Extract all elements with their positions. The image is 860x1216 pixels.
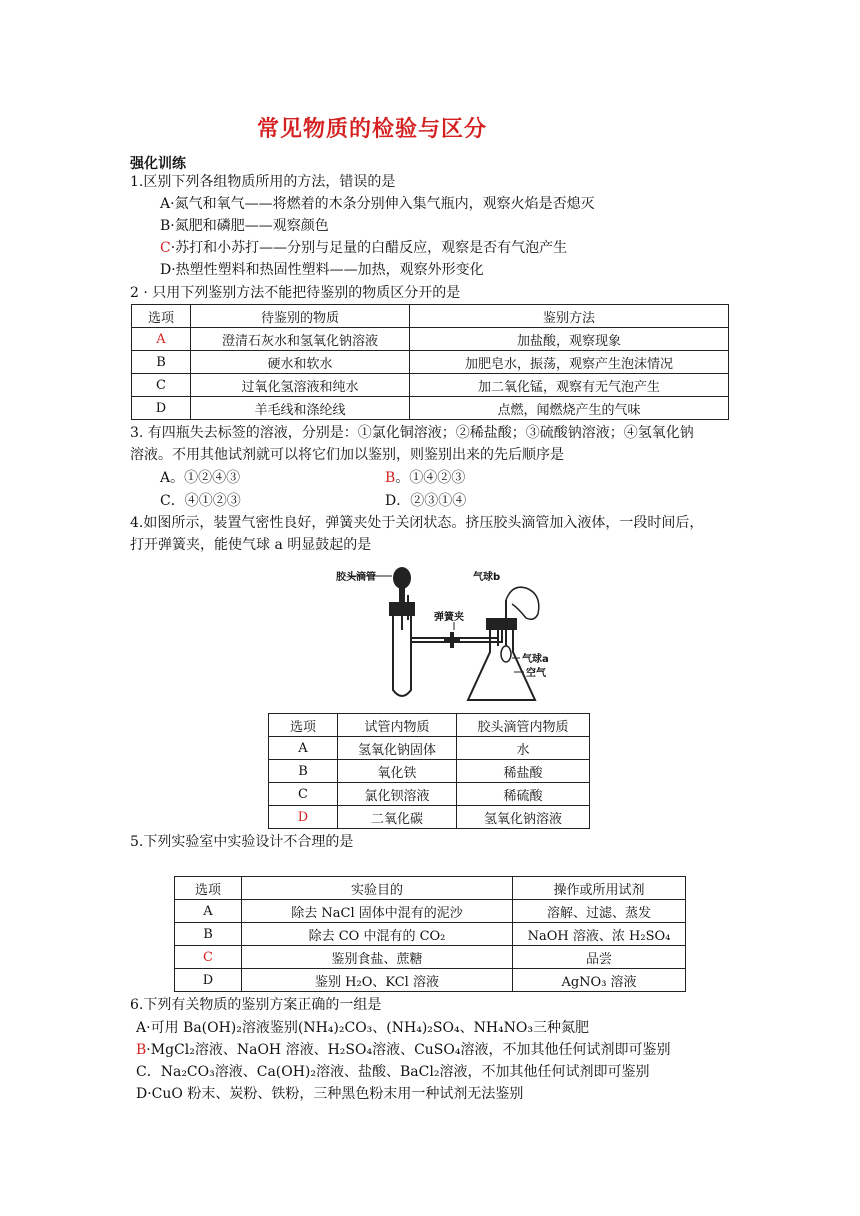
q3-option-b: B。①④②③: [385, 470, 466, 486]
q4-stem-line1: 4.如图所示，装置气密性良好，弹簧夹处于关闭状态。挤压胶头滴管加入液体，一段时间后，: [130, 515, 704, 531]
table-row: A 除去 NaCl 固体中混有的泥沙 溶解、过滤、蒸发: [175, 900, 686, 923]
label-balloon-b: 气球b: [473, 572, 501, 583]
table-row: B 硬水和软水 加肥皂水，振荡，观察产生泡沫情况: [132, 351, 729, 374]
q3-stem-line2: 溶液。不用其他试剂就可以将它们加以鉴别，则鉴别出来的先后顺序是: [130, 447, 564, 463]
q6-option-a: A·可用 Ba(OH)₂溶液鉴别(NH₄)₂CO₃、(NH₄)₂SO₄、NH₄NO₃三种氮肥: [136, 1020, 589, 1036]
q4-stem-line2: 打开弹簧夹，能使气球 a 明显鼓起的是: [130, 537, 372, 553]
balloon-a: [501, 646, 511, 662]
table-row: D 鉴别 H₂O、KCl 溶液 AgNO₃ 溶液: [175, 969, 686, 992]
q3-option-d: D．②③①④: [385, 493, 467, 509]
q3-option-a: A。①②④③: [160, 470, 241, 486]
label-air: 空气: [526, 668, 546, 679]
balloon-b: [506, 587, 539, 619]
section-heading: 强化训练: [130, 156, 186, 172]
q2-stem: 2 · 只用下列鉴别方法不能把待鉴别的物质区分开的是: [130, 285, 461, 301]
table-row: C 鉴别食盐、蔗糖 品尝: [175, 946, 686, 969]
answer-mark: B: [136, 1042, 147, 1058]
q6-option-c: C．Na₂CO₃溶液、Ca(OH)₂溶液、盐酸、BaCl₂溶液，不加其他任何试剂即可鉴别: [136, 1064, 650, 1080]
table-row: C 过氧化氢溶液和纯水 加二氧化锰，观察有无气泡产生: [132, 374, 729, 397]
table-row: A 氢氧化钠固体 水: [269, 737, 590, 760]
q3-option-c: C．④①②③: [160, 493, 241, 509]
q6-option-b: B·MgCl₂溶液、NaOH 溶液、H₂SO₄溶液、CuSO₄溶液，不加其他任何试剂即可鉴别: [136, 1042, 671, 1058]
label-clamp: 弹簧夹: [434, 612, 464, 623]
q3-stem-line1: 3. 有四瓶失去标签的溶液，分别是：①氯化铜溶液；②稀盐酸；③硫酸钠溶液；④氢氧化钠: [130, 425, 694, 441]
q2-table: 选项 待鉴别的物质 鉴别方法 A 澄清石灰水和氢氧化钠溶液 加盐酸，观察现象 B 硬水和软水 加肥皂水，振荡，观察产生泡沫情况 C 过氧化氢溶液和纯水 加二氧化锰，观察有无气泡产生 D 羊毛线和涤纶线 点燃，闻燃烧产生的气味: [131, 304, 729, 420]
q6-option-d: D·CuO 粉末、炭粉、铁粉，三种黑色粉末用一种试剂无法鉴别: [136, 1086, 524, 1102]
page-title: 常见物质的检验与区分: [257, 117, 488, 142]
q1-stem: 1.区别下列各组物质所用的方法，错误的是: [130, 174, 396, 190]
table-row: B 氧化铁 稀盐酸: [269, 760, 590, 783]
q5-stem: 5.下列实验室中实验设计不合理的是: [130, 834, 354, 850]
q1-option-a: A·氮气和氧气——将燃着的木条分别伸入集气瓶内，观察火焰是否熄灭: [160, 196, 595, 212]
answer-mark: C: [160, 240, 171, 256]
table-row: C 氯化钡溶液 稀硫酸: [269, 783, 590, 806]
q4-table: 选项 试管内物质 胶头滴管内物质 A 氢氧化钠固体 水 B 氧化铁 稀盐酸 C 氯化钡溶液 稀硫酸 D 二氧化碳 氢氧化钠溶液: [268, 713, 590, 829]
label-balloon-a: 气球a: [522, 654, 549, 665]
table-row: D 羊毛线和涤纶线 点燃，闻燃烧产生的气味: [132, 397, 729, 420]
table-row: A 澄清石灰水和氢氧化钠溶液 加盐酸，观察现象: [132, 328, 729, 351]
label-dropper: 胶头滴管: [336, 572, 376, 583]
q1-option-c: C·苏打和小苏打——分别与足量的白醋反应，观察是否有气泡产生: [160, 240, 568, 256]
table-row: D 二氧化碳 氢氧化钠溶液: [269, 806, 590, 829]
apparatus-diagram: [330, 560, 570, 710]
q6-stem: 6.下列有关物质的鉴别方案正确的一组是: [130, 997, 382, 1013]
table-row: B 除去 CO 中混有的 CO₂ NaOH 溶液、浓 H₂SO₄: [175, 923, 686, 946]
q1-option-b: B·氮肥和磷肥——观察颜色: [160, 218, 329, 234]
q1-option-d: D·热塑性塑料和热固性塑料——加热，观察外形变化: [160, 262, 484, 278]
q5-table: 选项 实验目的 操作或所用试剂 A 除去 NaCl 固体中混有的泥沙 溶解、过滤、蒸发 B 除去 CO 中混有的 CO₂ NaOH 溶液、浓 H₂SO₄ C 鉴别食盐、蔗糖 品尝 D 鉴别 H₂O、KCl 溶液 AgNO₃ 溶液: [174, 876, 686, 992]
flask-stopper: [486, 618, 517, 630]
dropper-bulb: [393, 567, 411, 589]
